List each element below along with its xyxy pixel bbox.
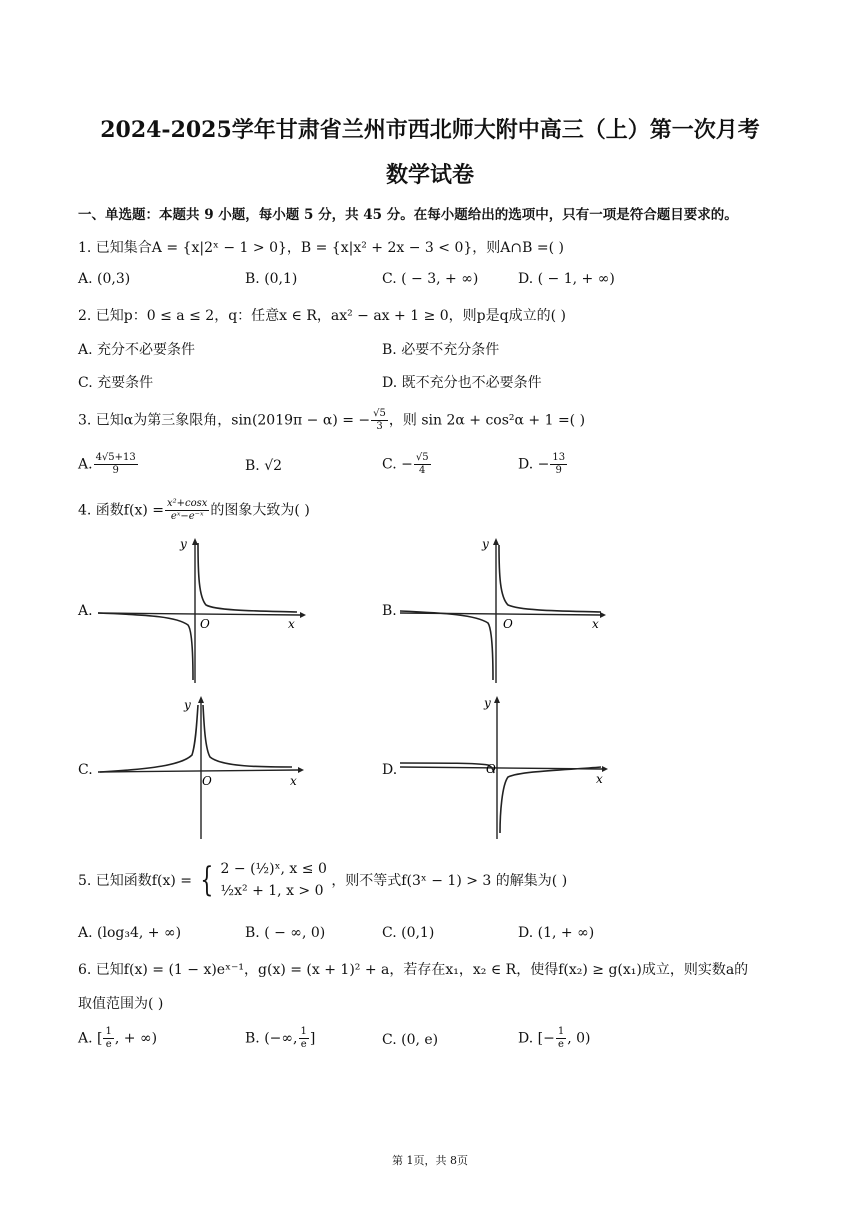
q1-option-b: B. (0,1) xyxy=(245,271,298,287)
q6-d-den: e xyxy=(558,1039,564,1050)
q6-b-num: 1 xyxy=(300,1026,307,1037)
q6-a-den: e xyxy=(105,1039,112,1050)
q4-graph-d xyxy=(396,693,614,841)
q4-a-x-label: x xyxy=(288,617,295,631)
q3-a-num: 4√5+13 xyxy=(95,452,136,463)
q3-b-prefix: B. xyxy=(245,458,260,474)
section-heading: 一、单选题：本题共 9 小题，每小题 5 分，共 45 分。在每小题给出的选项中，只有一项是符合题目要求的。 xyxy=(78,207,738,223)
q4-graph-a xyxy=(92,535,307,685)
q3-c-prefix: C. − xyxy=(382,456,413,473)
q6-option-a xyxy=(78,1026,157,1051)
q3-d-prefix: D. − xyxy=(518,456,550,473)
q6-d-suffix: , 0) xyxy=(567,1030,591,1047)
q4-graph-b xyxy=(396,535,611,685)
q6-b-fraction xyxy=(299,1026,309,1051)
q4-frac-den: eˣ−e⁻ˣ xyxy=(170,511,204,522)
q4-stem-fraction xyxy=(165,498,209,523)
q4-graph-c xyxy=(92,693,307,841)
q4-graph-d-label: D. xyxy=(382,762,398,778)
q4-d-y-label: y xyxy=(484,696,491,710)
question-1-stem: 1. 已知集合A = {x|2ˣ − 1 > 0}，B = {x|x² + 2x − 3 < 0}，则A∩B =( ) xyxy=(78,240,564,256)
q6-a-prefix: A. [ xyxy=(78,1030,103,1047)
q5-case-2: ½x² + 1, x > 0 xyxy=(220,883,324,899)
q1-option-a: A. (0,3) xyxy=(78,271,131,287)
q4-c-x-label: x xyxy=(290,774,297,788)
q4-a-origin-label: O xyxy=(200,617,210,631)
q3-a-prefix: A. xyxy=(78,456,93,473)
q1-option-d: D. ( − 1, + ∞) xyxy=(518,271,615,287)
q3-d-den: 9 xyxy=(555,465,562,476)
q4-graph-a-label: A. xyxy=(78,603,93,619)
q2-option-b: B. 必要不充分条件 xyxy=(382,342,500,358)
q5-option-b: B. ( − ∞, 0) xyxy=(245,925,326,941)
q4-b-y-label: y xyxy=(482,537,489,551)
q4-b-origin-label: O xyxy=(503,617,513,631)
q3-stem-frac-den: 3 xyxy=(376,421,383,432)
question-4-stem xyxy=(78,498,310,523)
q2-option-a: A. 充分不必要条件 xyxy=(78,342,196,358)
exam-title-line1: 2024-2025学年甘肃省兰州市西北师大附中高三（上）第一次月考 xyxy=(100,117,760,143)
q3-option-c xyxy=(382,452,432,477)
q4-b-x-label: x xyxy=(592,617,599,631)
q5-option-d: D. (1, + ∞) xyxy=(518,925,595,941)
q4-stem-b: 的图象大致为( ) xyxy=(210,502,310,519)
q3-stem-frac-num: √5 xyxy=(373,408,386,419)
q3-b-value: √2 xyxy=(264,458,283,474)
q6-a-num: 1 xyxy=(105,1026,112,1037)
q3-stem-fraction xyxy=(371,408,388,433)
q6-a-suffix: , + ∞) xyxy=(114,1030,158,1047)
q3-a-fraction xyxy=(94,452,138,477)
q1-option-c: C. ( − 3, + ∞) xyxy=(382,271,479,287)
page-footer: 第 1页，共 8页 xyxy=(392,1154,468,1167)
q4-c-y-label: y xyxy=(184,698,191,712)
q3-c-num: √5 xyxy=(415,452,429,463)
q3-c-fraction xyxy=(414,452,431,477)
q5-option-c: C. (0,1) xyxy=(382,925,435,941)
q3-option-b xyxy=(245,458,282,474)
q2-option-d: D. 既不充分也不必要条件 xyxy=(382,375,542,391)
q3-d-fraction xyxy=(550,452,567,477)
q6-b-den: e xyxy=(300,1039,307,1050)
q5-stem-b: ，则不等式f(3ˣ − 1) > 3 的解集为( ) xyxy=(331,873,568,889)
q4-graph-c-label: C. xyxy=(78,762,93,778)
q3-stem-b: ，则 sin 2α + cos²α + 1 =( ) xyxy=(388,412,586,429)
q6-option-b xyxy=(245,1026,315,1051)
q6-b-prefix: B. (−∞, xyxy=(245,1030,298,1047)
q3-c-den: 4 xyxy=(419,465,426,476)
question-2-stem: 2. 已知p：0 ≤ a ≤ 2，q：任意x ∈ R，ax² − ax + 1 ≥ 0，则p是q成立的( ) xyxy=(78,308,566,324)
q6-d-fraction xyxy=(556,1026,566,1051)
q5-piecewise-cases xyxy=(221,858,327,902)
q4-a-y-label: y xyxy=(180,537,187,551)
q6-option-c xyxy=(382,1032,438,1048)
q5-stem-a: 5. 已知函数f(x) = xyxy=(78,873,192,889)
q3-option-d xyxy=(518,452,568,477)
exam-title-line2: 数学试卷 xyxy=(385,162,474,188)
q6-option-d xyxy=(518,1026,590,1051)
q4-graph-b-label: B. xyxy=(382,603,397,619)
q6-b-suffix: ] xyxy=(309,1030,316,1047)
q6-d-prefix: D. [− xyxy=(518,1030,555,1047)
question-3-stem xyxy=(78,408,585,433)
q4-stem-a: 4. 函数f(x) = xyxy=(78,502,164,519)
q6-c-text: C. (0, e) xyxy=(382,1032,439,1048)
q5-piecewise-brace: { xyxy=(200,860,214,900)
q4-d-x-label: x xyxy=(596,772,603,786)
q4-c-origin-label: O xyxy=(202,774,212,788)
q3-d-num: 13 xyxy=(552,452,566,463)
q4-frac-num: x²+cosx xyxy=(167,498,208,509)
question-6-stem-line1: 6. 已知f(x) = (1 − x)eˣ⁻¹，g(x) = (x + 1)² + a，若存在x₁，x₂ ∈ R，使得f(x₂) ≥ g(x₁)成立，则实数a的 xyxy=(78,962,749,978)
q3-option-a xyxy=(78,452,139,477)
question-5-stem xyxy=(78,858,567,902)
q2-option-c: C. 充要条件 xyxy=(78,375,154,391)
q5-option-a: A. (log₃4, + ∞) xyxy=(78,925,182,941)
q5-case-1: 2 − (½)ˣ, x ≤ 0 xyxy=(220,861,327,877)
q6-d-num: 1 xyxy=(557,1026,565,1037)
q3-stem-a: 3. 已知α为第三象限角，sin(2019π − α) = − xyxy=(78,412,371,429)
q3-a-den: 9 xyxy=(112,465,119,476)
q4-d-origin-label: O xyxy=(486,762,496,776)
question-6-stem-line2: 取值范围为( ) xyxy=(78,996,164,1012)
q6-a-fraction xyxy=(103,1026,113,1051)
